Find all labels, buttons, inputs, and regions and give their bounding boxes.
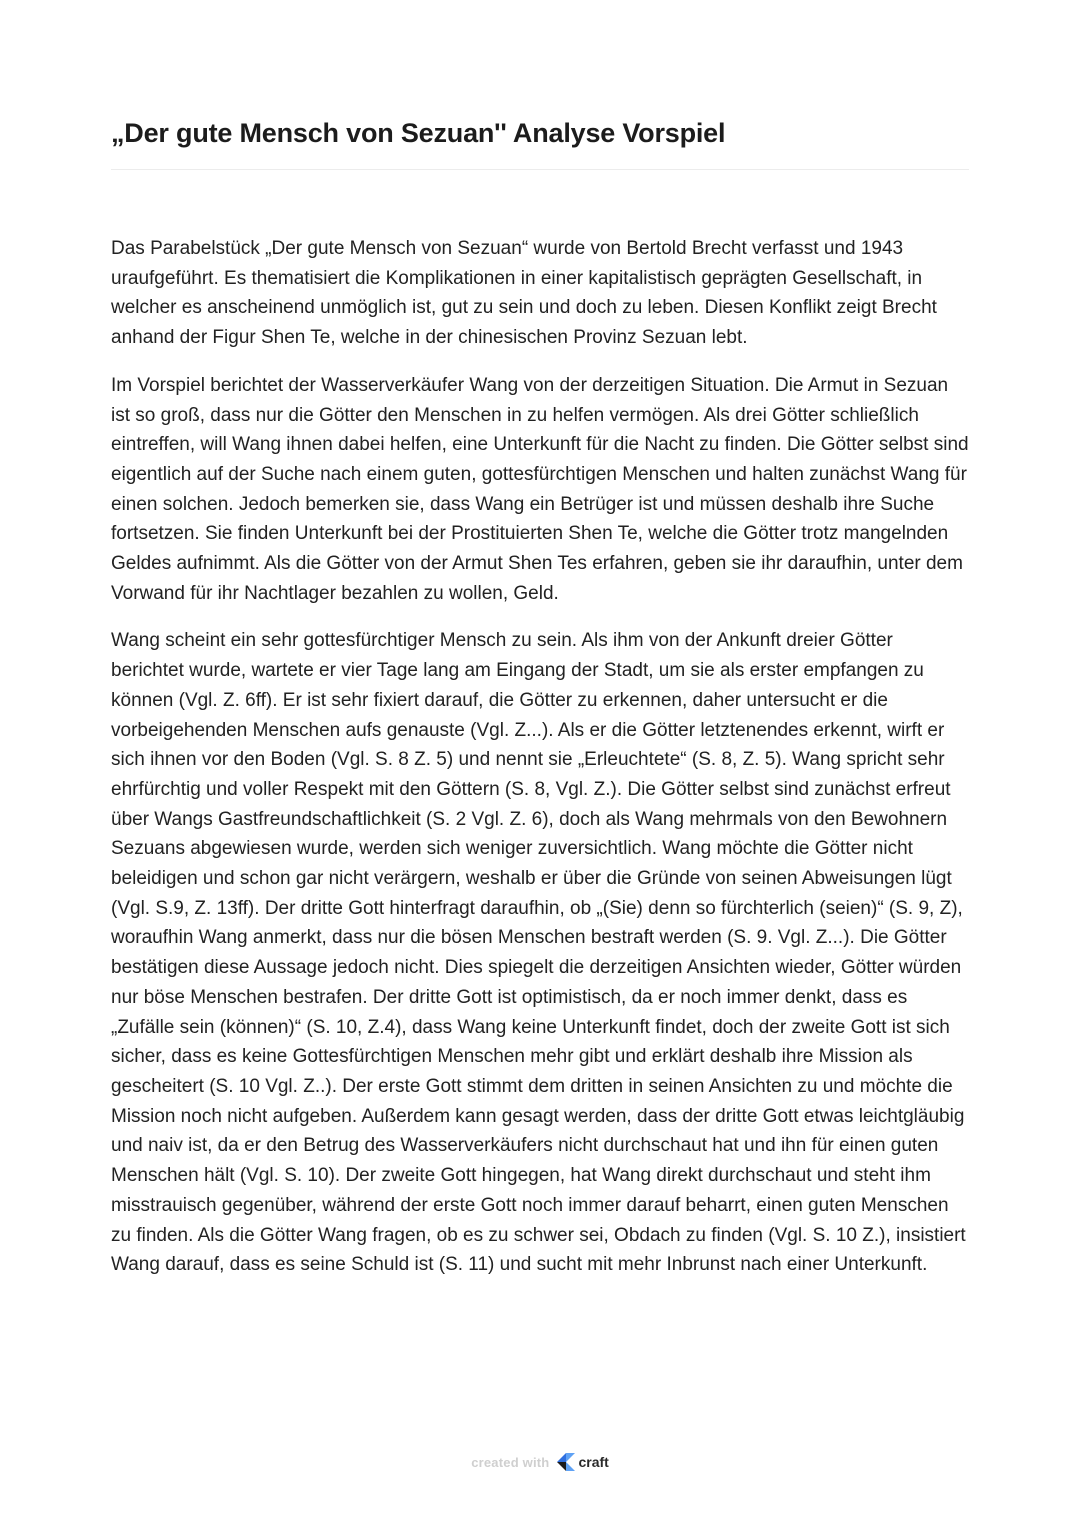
footer[interactable] — [0, 1449, 1080, 1475]
paragraph-summary: Im Vorspiel berichtet der Wasserverkäufer Wang von der derzeitigen Situation. Die Armut in Sezuan ist so groß, dass nur die Götter den Menschen in zu helfen vermögen. Als drei Götter schließlich eintreffen, will Wang ihnen dabei helfen, eine Unterkunft für die Nacht zu finden. Die Götter selbst sind eigentlich auf der Suche nach einem guten, gottesfürchtigen Menschen und halten zunächst Wang für einen solchen. Jedoch bemerken sie, dass Wang ein Betrüger ist und müssen deshalb ihre Suche fortsetzen. Sie finden Unterkunft bei der Prostituierten Shen Te, welche die Götter trotz mangelnden Geldes aufnimmt. Als die Götter von der Armut Shen Tes erfahren, geben sie ihr daraufhin, unter dem Vorwand für ihr Nachtlager bezahlen zu wollen, Geld. — [111, 374, 969, 604]
paragraph-intro: Das Parabelstück „Der gute Mensch von Sezuan“ wurde von Bertold Brecht verfasst und 1943 uraufgeführt. Es thematisiert die Komplikationen in einer kapitalistisch geprägten Gesellschaft, in welcher es anscheinend unmöglich ist, gut zu sein und doch zu leben. Diesen Konflikt zeigt Brecht anhand der Figur Shen Te, welche in der chinesischen Provinz Sezuan lebt. — [111, 238, 937, 349]
paragraph-analysis: Wang scheint ein sehr gottesfürchtiger Mensch zu sein. Als ihm von der Ankunft dreier Götter berichtet wurde, wartete er vier Tage lang am Eingang der Stadt, um sie als erster empfangen zu können (Vgl. Z. 6ff). Er ist sehr fixiert darauf, die Götter zu erkennen, daher untersucht er die vorbeigehenden Menschen aufs genauste (Vgl. Z...). Als er die Götter letztenendes erkennt, wirft er sich ihnen vor den Boden (Vgl. S. 8 Z. 5) und nennt sie „Erleuchtete“ (S. 8, Z. 5). Wang spricht sehr ehrfürchtig und voller Respekt mit den Göttern (S. 8, Vgl. Z.). Die Götter selbst sind zunächst erfreut über Wangs Gastfreundschaftlichkeit (S. 2 Vgl. Z. 6), doch als Wang mehrmals von den Bewohnern Sezuans abgewiesen wurde, werden sich weniger zuversichtlich. Wang möchte die Götter nicht beleidigen und schon gar nicht verärgern, weshalb er über die Gründe von seinen Abweisungen lügt (Vgl. S.9, Z. 13ff). Der dritte Gott hinterfragt daraufhin, ob „(Sie) denn so fürchterlich (seien)“ (S. 9, Z), woraufhin Wang anmerkt, dass nur die bösen Menschen bestraft werden (S. 9. Vgl. Z...). Die Götter bestätigen diese Aussage jedoch nicht. Dies spiegelt die derzeitigen Ansichten wieder, Götter würden nur böse Menschen bestrafen. Der dritte Gott ist optimistisch, da er noch immer denkt, dass es „Zufälle sein (können)“ (S. 10, Z.4), dass Wang keine Unterkunft findet, doch der zweite Gott ist sich sicher, dass es keine Gottesfürchtigen Menschen mehr gibt und erklärt deshalb ihre Mission als gescheitert (S. 10 Vgl. Z..). Der erste Gott stimmt dem dritten in seinen Ansichten zu und möchte die Mission noch nicht aufgeben. Außerdem kann gesagt werden, dass der dritte Gott etwas leichtgläubig und naiv ist, da er den Betrug des Wasserverkäufers nicht durchschaut hat und ihn für einen guten Menschen hält (Vgl. S. 10). Der zweite Gott hingegen, hat Wang direkt durchschaut und steht ihm misstrauisch gegenüber, während der erste Gott noch immer darauf beharrt, einen guten Menschen zu finden. Als die Götter Wang fragen, ob es zu schwer sei, Obdach zu finden (Vgl. S. 10 Z.), insistiert Wang darauf, dass es seine Schuld ist (S. 11) und sucht mit mehr Inbrunst nach einer Unterkunft. — [111, 630, 966, 1276]
document-body — [111, 234, 969, 1298]
footer-created-with-label: created with — [471, 1454, 550, 1470]
title-divider — [111, 169, 969, 170]
page-title: „Der gute Mensch von Sezuan'' Analyse Vorspiel — [111, 118, 726, 148]
craft-brand-name: craft — [578, 1454, 609, 1470]
craft-logo-icon — [557, 1453, 575, 1471]
craft-logo[interactable] — [557, 1453, 608, 1471]
